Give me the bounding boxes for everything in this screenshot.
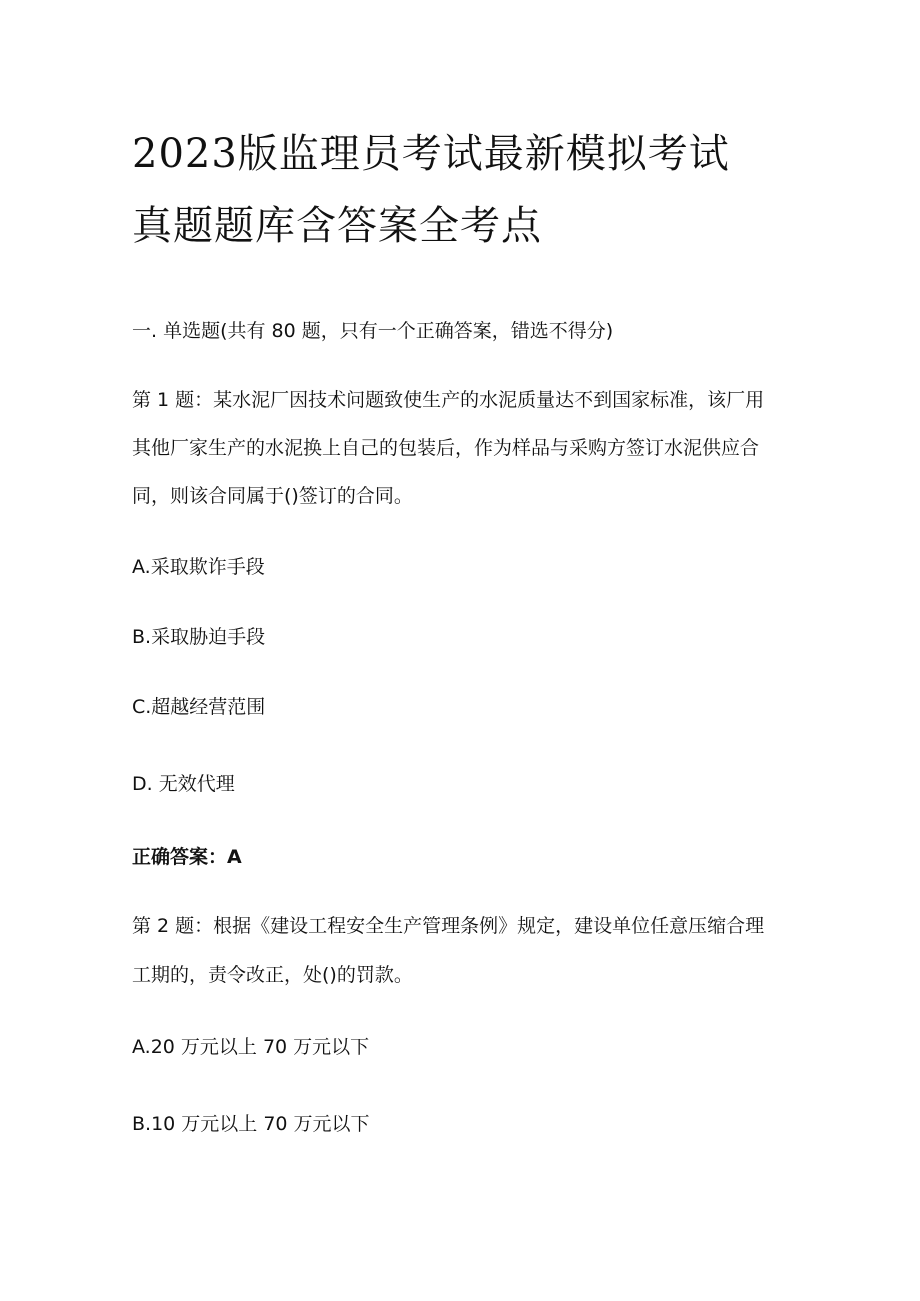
question-1-answer: 正确答案：A: [132, 846, 242, 868]
question-1-option-d: D. 无效代理: [132, 773, 235, 795]
title-line-1: 2023版监理员考试最新模拟考试: [132, 131, 730, 177]
question-1-stem-line-3: 同，则该合同属于()签订的合同。: [132, 485, 413, 507]
question-1-stem-line-1: 第 1 题：某水泥厂因技术问题致使生产的水泥质量达不到国家标准，该厂用: [132, 389, 765, 411]
question-1-option-c: C.超越经营范围: [132, 696, 266, 718]
title-line-2: 真题题库含答案全考点: [132, 203, 542, 249]
question-2-option-a: A.20 万元以上 70 万元以下: [132, 1036, 370, 1058]
question-1-option-a: A.采取欺诈手段: [132, 556, 265, 578]
question-2-option-b: B.10 万元以上 70 万元以下: [132, 1113, 370, 1135]
document-title: [132, 118, 730, 262]
question-1-stem-line-2: 其他厂家生产的水泥换上自己的包装后，作为样品与采购方签订水泥供应合: [132, 437, 760, 459]
question-1-option-b: B.采取胁迫手段: [132, 626, 266, 648]
section-heading: 一. 单选题(共有 80 题，只有一个正确答案，错选不得分): [132, 320, 614, 342]
question-2-stem-line-2: 工期的，责令改正，处()的罚款。: [132, 964, 413, 986]
question-2-stem-line-1: 第 2 题：根据《建设工程安全生产管理条例》规定，建设单位任意压缩合理: [132, 915, 765, 937]
